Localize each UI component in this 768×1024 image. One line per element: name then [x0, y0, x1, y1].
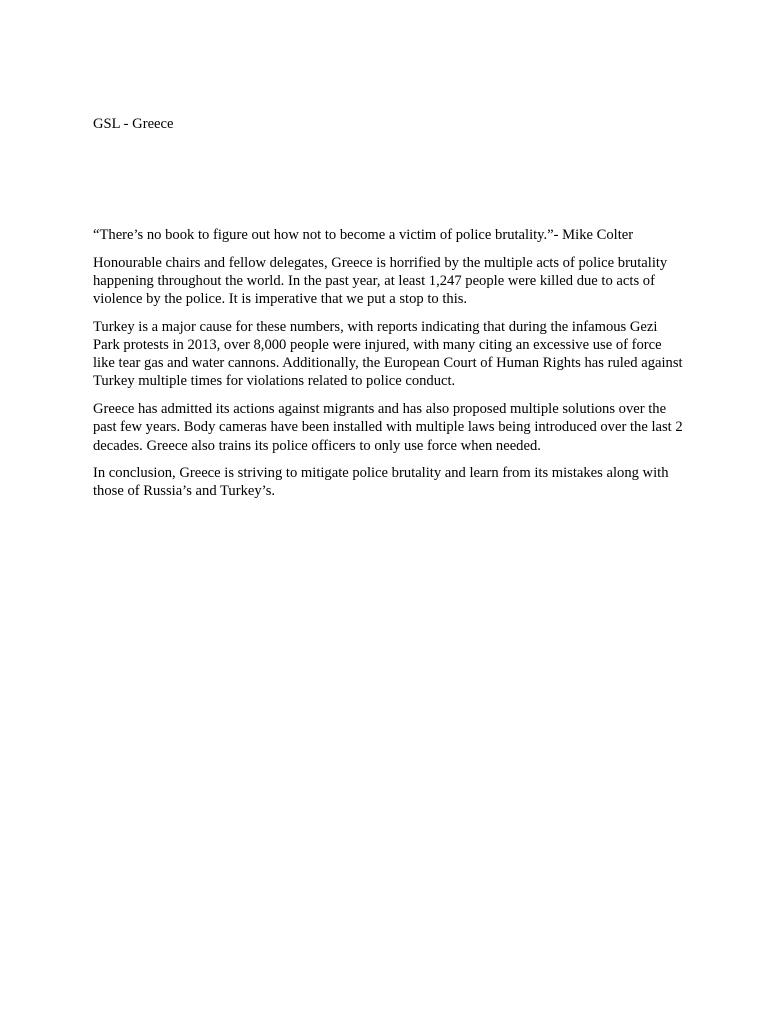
body-paragraph: Turkey is a major cause for these numbers, with reports indicating that during the infamous Gezi Park protests in 2013, over 8,000 people were injured, with many citing an excessive use of force like tear gas and water cannons. Additionally, the European Court of Human Rights has ruled against Turkey multiple times for violations related to police conduct.	[93, 318, 683, 390]
conclusion-paragraph: In conclusion, Greece is striving to mitigate police brutality and learn from its mistakes along with those of Russia’s and Turkey’s.	[93, 465, 669, 500]
body-paragraph: Honourable chairs and fellow delegates, Greece is horrified by the multiple acts of police brutality happening throughout the world. In the past year, at least 1,247 people were killed due to acts of violence by the police. It is imperative that we put a stop to this.	[93, 254, 668, 308]
document-body	[93, 226, 683, 510]
body-paragraph: Greece has admitted its actions against migrants and has also proposed multiple solutions over the past few years. Body cameras have been installed with multiple laws being introduced over the last 2 decades. Greece also trains its police officers to only use force when needed.	[93, 401, 683, 454]
document-title: GSL - Greece	[93, 116, 174, 132]
quote-paragraph: “There’s no book to figure out how not to become a victim of police brutality.”- Mike Colter	[93, 227, 634, 243]
